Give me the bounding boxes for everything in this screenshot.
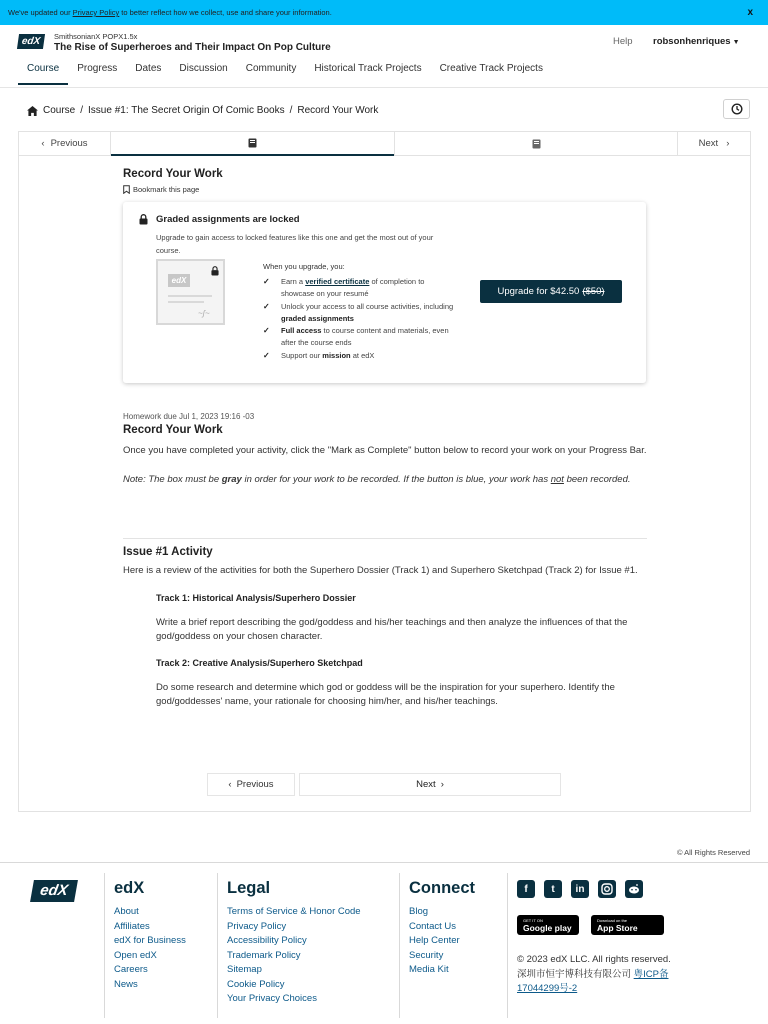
twitter-icon[interactable]: t bbox=[544, 880, 562, 898]
app-store-badges bbox=[517, 915, 707, 935]
benefit-text: Earn a bbox=[281, 277, 304, 286]
lock-icon bbox=[211, 266, 219, 276]
check-icon: ✓ bbox=[263, 277, 270, 286]
footer-heading: edX bbox=[114, 879, 145, 897]
copyright-icon: © bbox=[676, 848, 683, 857]
unit-header bbox=[123, 168, 648, 194]
bookmark-icon bbox=[123, 185, 130, 194]
benefit-item bbox=[263, 301, 458, 325]
username: robsonhenriques bbox=[653, 36, 731, 47]
footer-link-security[interactable]: Security bbox=[409, 949, 444, 961]
privacy-banner bbox=[0, 0, 768, 25]
footer-col-edx bbox=[104, 873, 217, 1018]
track-1-title: Track 1: Historical Analysis/Superhero Dossier bbox=[156, 592, 356, 603]
sequence-tab-next-unit[interactable] bbox=[394, 132, 677, 155]
certificate-image bbox=[156, 259, 225, 325]
bottom-previous-button[interactable] bbox=[207, 773, 295, 796]
footer-col-legal bbox=[217, 873, 399, 1018]
footer-link-privacy[interactable]: Privacy Policy bbox=[227, 920, 287, 932]
signature-icon: ~ʃ~ bbox=[198, 309, 210, 318]
site-footer bbox=[0, 862, 768, 1024]
footer-link-media-kit[interactable]: Media Kit bbox=[409, 964, 449, 975]
edx-logo[interactable]: edX bbox=[17, 34, 45, 49]
footer-copyright bbox=[517, 953, 707, 997]
header-divider bbox=[0, 87, 768, 88]
chevron-left-icon: ‹ bbox=[41, 138, 45, 149]
breadcrumb-separator: / bbox=[289, 105, 293, 116]
footer-link-accessibility[interactable]: Accessibility Policy bbox=[227, 935, 307, 946]
chevron-right-icon: › bbox=[440, 779, 444, 790]
footer-link-about[interactable]: About bbox=[114, 906, 139, 917]
benefit-text: of completion to showcase on your resumé bbox=[281, 277, 425, 298]
help-link[interactable]: Help bbox=[613, 36, 633, 47]
check-icon: ✓ bbox=[263, 301, 270, 311]
footer-edx-logo[interactable]: edX bbox=[30, 880, 78, 902]
tab-creative-track-projects[interactable]: Creative Track Projects bbox=[439, 63, 543, 74]
activity-intro: Here is a review of the activities for both the Superhero Dossier (Track 1) and Superhero Sketchpad (Track 2) for Issue #1. bbox=[123, 565, 638, 576]
social-links bbox=[517, 880, 707, 898]
locked-title bbox=[139, 214, 300, 225]
course-tabs bbox=[18, 63, 552, 85]
banner-text-post: to better reflect how we collect, use and share your information. bbox=[121, 8, 332, 17]
banner-text-pre: We've updated our bbox=[8, 8, 71, 17]
homework-due-date: Homework due Jul 1, 2023 19:16 -03 bbox=[123, 412, 255, 421]
app-store-small: Download on the bbox=[597, 917, 628, 923]
activity-title: Issue #1 Activity bbox=[123, 546, 213, 558]
app-store-large: App Store bbox=[597, 922, 638, 933]
locked-description: Upgrade to gain access to locked features like this one and get the most out of your course. bbox=[156, 233, 434, 255]
course-org: SmithsonianX POPX1.5x bbox=[54, 32, 138, 41]
sequence-tab-current[interactable] bbox=[111, 132, 394, 156]
breadcrumb-section[interactable]: Issue #1: The Secret Origin Of Comic Books bbox=[88, 105, 285, 116]
reddit-icon[interactable] bbox=[625, 880, 643, 898]
google-play-large: Google play bbox=[523, 922, 572, 933]
benefit-bold: graded assignments bbox=[281, 313, 354, 323]
previous-label: Previous bbox=[50, 138, 88, 149]
chevron-right-icon: › bbox=[726, 138, 730, 149]
dates-button[interactable] bbox=[723, 99, 750, 119]
linkedin-icon[interactable]: in bbox=[571, 880, 589, 898]
lock-icon bbox=[139, 214, 148, 225]
all-rights-reserved: © All Rights Reserved bbox=[676, 848, 750, 857]
homework-instructions: Once you have completed your activity, click the "Mark as Complete" button below to record your work on your Progress Bar. bbox=[123, 445, 647, 456]
google-play-badge[interactable] bbox=[517, 915, 579, 935]
tab-historical-track-projects[interactable]: Historical Track Projects bbox=[314, 63, 422, 74]
footer-link-blog[interactable]: Blog bbox=[409, 906, 429, 917]
footer-col-apps bbox=[507, 873, 707, 1018]
track-2-description: Do some research and determine which god or goddess will be the inspiration for your superhero. Identify the god/goddesses' name, your rationale for choosing him/her, and his/her teachings. bbox=[156, 681, 615, 707]
tab-community[interactable]: Community bbox=[245, 63, 297, 74]
footer-link-terms[interactable]: Terms of Service & Honor Code bbox=[227, 906, 361, 917]
tab-course[interactable]: Course bbox=[18, 63, 68, 85]
course-title: The Rise of Superheroes and Their Impact On Pop Culture bbox=[54, 42, 331, 53]
footer-link-sitemap[interactable]: Sitemap bbox=[227, 964, 262, 975]
check-icon: ✓ bbox=[263, 350, 270, 360]
upgrade-benefits-heading: When you upgrade, you: bbox=[263, 262, 345, 271]
footer-link-news[interactable]: News bbox=[114, 978, 138, 990]
sequence-navigation bbox=[19, 132, 750, 156]
check-icon: ✓ bbox=[263, 326, 270, 335]
locked-content-card bbox=[123, 202, 646, 383]
privacy-policy-link[interactable]: Privacy Policy bbox=[72, 8, 120, 17]
user-menu[interactable] bbox=[653, 36, 740, 47]
footer-heading: Connect bbox=[409, 879, 475, 897]
previous-label: Previous bbox=[236, 779, 274, 790]
app-store-badge[interactable] bbox=[591, 915, 664, 935]
instagram-icon[interactable] bbox=[598, 880, 616, 898]
tab-discussion[interactable]: Discussion bbox=[179, 63, 228, 74]
icp-link[interactable]: 粤ICP备 bbox=[633, 968, 669, 980]
homework-block bbox=[123, 412, 649, 487]
breadcrumb-separator: / bbox=[80, 105, 84, 116]
sequence-next-button[interactable] bbox=[677, 132, 750, 155]
bookmark-label: Bookmark this page bbox=[133, 185, 200, 194]
benefit-item bbox=[263, 350, 458, 362]
footer-link-affiliates[interactable]: Affiliates bbox=[114, 920, 150, 932]
activity-block bbox=[123, 546, 649, 710]
course-header bbox=[0, 25, 768, 87]
facebook-icon[interactable]: f bbox=[517, 880, 535, 898]
clock-icon bbox=[731, 103, 743, 115]
upgrade-price: Upgrade for $42.50 bbox=[497, 286, 580, 297]
bottom-next-button[interactable] bbox=[299, 773, 561, 796]
unit-container bbox=[18, 131, 751, 812]
footer-link-trademark[interactable]: Trademark Policy bbox=[227, 949, 301, 961]
benefit-text: Support our bbox=[281, 350, 321, 360]
benefit-text: Unlock your access to all course activities, including bbox=[281, 301, 454, 311]
homework-title: Record Your Work bbox=[123, 424, 223, 436]
locked-title-text: Graded assignments are locked bbox=[156, 214, 300, 225]
footer-link-cookie[interactable]: Cookie Policy bbox=[227, 978, 285, 990]
track-2-title: Track 2: Creative Analysis/Superhero Sketchpad bbox=[156, 657, 363, 668]
content-divider bbox=[123, 538, 647, 539]
icp-line: 深圳市恒宇博科技有限公司 粤ICP备 bbox=[517, 968, 669, 980]
benefit-bold: Full access bbox=[281, 326, 322, 335]
breadcrumb-unit: Record Your Work bbox=[297, 105, 379, 116]
sequence-previous-button[interactable] bbox=[19, 132, 111, 155]
footer-link-open-edx[interactable]: Open edX bbox=[114, 949, 157, 961]
unit-book-icon bbox=[248, 138, 257, 148]
chevron-down-icon: ▼ bbox=[732, 39, 740, 46]
next-label: Next bbox=[698, 138, 719, 149]
upgrade-button[interactable] bbox=[480, 280, 622, 303]
footer-link-privacy-choices[interactable]: Your Privacy Choices bbox=[227, 993, 317, 1004]
copyright-text: © 2023 edX LLC. All rights reserved. bbox=[517, 954, 671, 965]
breadcrumb bbox=[27, 105, 378, 116]
benefit-item bbox=[263, 325, 458, 349]
next-label: Next bbox=[416, 779, 436, 790]
upgrade-old-price: ($50) bbox=[582, 286, 605, 297]
footer-link-contact[interactable]: Contact Us bbox=[409, 920, 456, 932]
track-1-description: Write a brief report describing the god/goddess and his/her teachings and then analyze the influences of that the god/goddess on your chosen character. bbox=[156, 616, 628, 642]
icp-number-link[interactable]: 17044299号-2 bbox=[517, 983, 578, 994]
footer-col-connect bbox=[399, 873, 507, 1018]
unit-book-icon bbox=[532, 139, 541, 149]
footer-heading: Legal bbox=[227, 879, 271, 897]
breadcrumb-course[interactable]: Course bbox=[43, 105, 76, 116]
footer-link-careers[interactable]: Careers bbox=[114, 964, 148, 975]
verified-certificate-link[interactable]: verified certificate bbox=[305, 277, 370, 286]
benefit-text: at edX bbox=[352, 350, 375, 360]
benefit-bold: mission bbox=[322, 350, 351, 360]
bookmark-button[interactable] bbox=[123, 185, 648, 194]
tab-progress[interactable]: Progress bbox=[77, 63, 118, 74]
footer-link-business[interactable]: edX for Business bbox=[114, 935, 186, 946]
homework-note: Note: The box must be gray in order for your work to be recorded. If the button is blue, your work has not been recorded. bbox=[123, 473, 631, 485]
chevron-left-icon: ‹ bbox=[228, 779, 232, 790]
certificate-logo: edX bbox=[168, 274, 190, 287]
unit-title: Record Your Work bbox=[123, 168, 223, 180]
certificate-line bbox=[168, 301, 204, 303]
footer-link-help-center[interactable]: Help Center bbox=[409, 935, 460, 946]
benefits-list bbox=[263, 276, 458, 362]
benefit-item bbox=[263, 276, 458, 300]
tab-dates[interactable]: Dates bbox=[135, 63, 162, 74]
close-banner-button[interactable]: x bbox=[747, 7, 753, 18]
benefit-text: to course content and materials, even after the course ends bbox=[281, 326, 449, 347]
google-play-small: GET IT ON bbox=[523, 917, 543, 923]
home-icon bbox=[27, 106, 38, 116]
certificate-line bbox=[168, 295, 212, 297]
